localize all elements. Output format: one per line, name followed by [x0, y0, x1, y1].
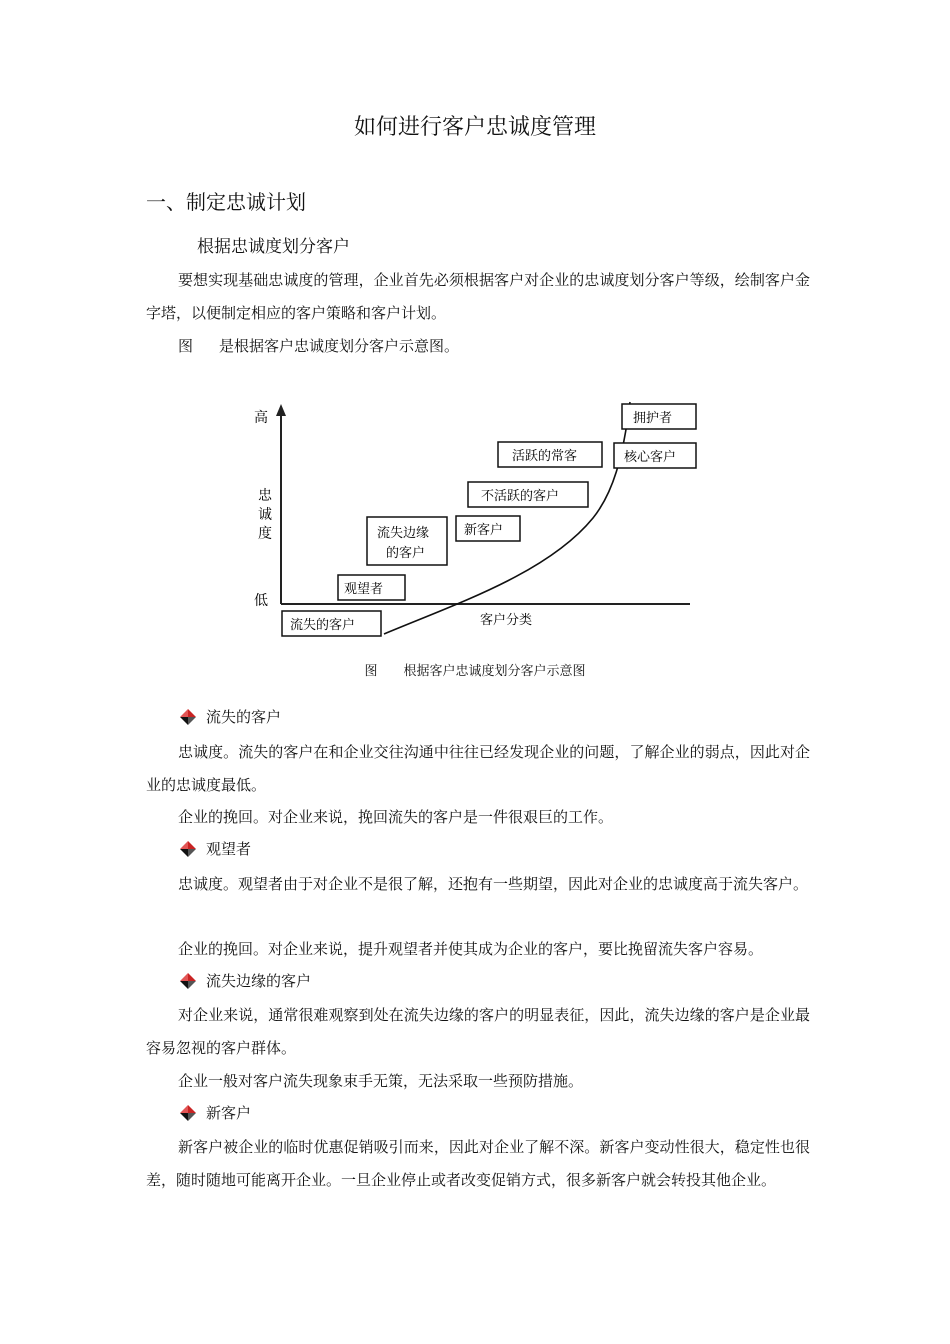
y-label-char-1: 忠: [258, 488, 272, 504]
box-lost-customer: [282, 611, 381, 636]
caption-text: 根据客户忠诚度划分客户示意图: [403, 664, 586, 679]
box-lost-label: 流失的客户: [290, 618, 356, 633]
figure-reference: [178, 335, 459, 356]
diamond-arrow-bullet-icon: [178, 971, 198, 991]
bullet-heading-new: [178, 1102, 251, 1123]
box-inactive-label: 不活跃的客户: [481, 489, 560, 504]
box-advocate: [622, 404, 696, 429]
y-high-label: 高: [254, 410, 268, 426]
box-watcher-label: 观望者: [344, 582, 384, 597]
watcher-paragraph-2: 企业的挽回。对企业来说，提升观望者并使其成为企业的客户，要比挽留流失客户容易。: [178, 940, 764, 958]
lost-paragraph-1: 忠诚度。流失的客户在和企业交往沟通中往往已经发现企业的问题，了解企业的弱点，因此对企业的忠诚度最低。: [146, 743, 810, 794]
box-edge-customer: [367, 517, 447, 565]
bullet-heading-watcher-text: 观望者: [206, 840, 252, 858]
bullet-heading-watcher: [178, 838, 251, 859]
diamond-arrow-bullet-icon: [178, 839, 198, 859]
box-core-customer: [614, 443, 696, 468]
loyalty-diagram: [248, 398, 704, 648]
box-watcher: [338, 575, 405, 600]
edge-paragraph-2: 企业一般对客户流失现象束手无策，无法采取一些预防措施。: [178, 1072, 584, 1090]
figure-ref-prefix: 图: [178, 337, 194, 355]
subsection-heading: 根据忠诚度划分客户: [197, 237, 350, 257]
diamond-arrow-bullet-icon: [178, 1103, 198, 1123]
diamond-arrow-bullet-icon: [178, 707, 198, 727]
new-paragraph-1: 新客户被企业的临时优惠促销吸引而来，因此对企业了解不深。新客户变动性很大，稳定性也很差，随时随地可能离开企业。一旦企业停止或者改变促销方式，很多新客户就会转投其他企业。: [146, 1138, 810, 1189]
box-advocate-label: 拥护者: [633, 411, 673, 426]
bullet-heading-edge-text: 流失边缘的客户: [206, 972, 312, 990]
y-label-char-2: 诚: [258, 507, 272, 523]
box-new-label: 新客户: [464, 523, 504, 538]
intro-paragraph: 要想实现基础忠诚度的管理，企业首先必须根据客户对企业的忠诚度划分客户等级，绘制客户金字塔，以便制定相应的客户策略和客户计划。: [146, 271, 810, 322]
y-low-label: 低: [254, 593, 268, 609]
box-edge-label-1: 流失边缘: [377, 526, 430, 541]
loyalty-diagram-svg: [248, 398, 704, 648]
box-edge-label-2: 的客户: [386, 546, 426, 561]
bullet-heading-edge: [178, 970, 311, 991]
edge-paragraph-1: 对企业来说，通常很难观察到处在流失边缘的客户的明显表征，因此，流失边缘的客户是企业最容易忽视的客户群体。: [146, 1006, 810, 1057]
caption-prefix: 图: [364, 664, 378, 679]
figure-ref-text: 是根据客户忠诚度划分客户示意图。: [219, 337, 460, 355]
page-title: 如何进行客户忠诚度管理: [353, 115, 596, 140]
box-core-label: 核心客户: [624, 450, 677, 465]
watcher-paragraph-1: 忠诚度。观望者由于对企业不是很了解，还抱有一些期望，因此对企业的忠诚度高于流失客户。: [178, 875, 809, 893]
section-heading-1: 一、制定忠诚计划: [146, 190, 306, 214]
y-label-char-3: 度: [258, 526, 272, 542]
box-inactive-customer: [468, 482, 588, 507]
bullet-heading-new-text: 新客户: [206, 1104, 252, 1122]
y-axis-arrow: [276, 404, 286, 416]
box-active-label: 活跃的常客: [512, 449, 578, 464]
box-active-regular: [498, 442, 602, 467]
figure-caption: [0, 660, 950, 679]
bullet-heading-lost: [178, 706, 281, 727]
bullet-heading-lost-text: 流失的客户: [206, 708, 282, 726]
x-axis-label: 客户分类: [480, 613, 533, 628]
box-new-customer: [456, 516, 520, 541]
lost-paragraph-2: 企业的挽回。对企业来说，挽回流失的客户是一件很艰巨的工作。: [178, 808, 614, 826]
